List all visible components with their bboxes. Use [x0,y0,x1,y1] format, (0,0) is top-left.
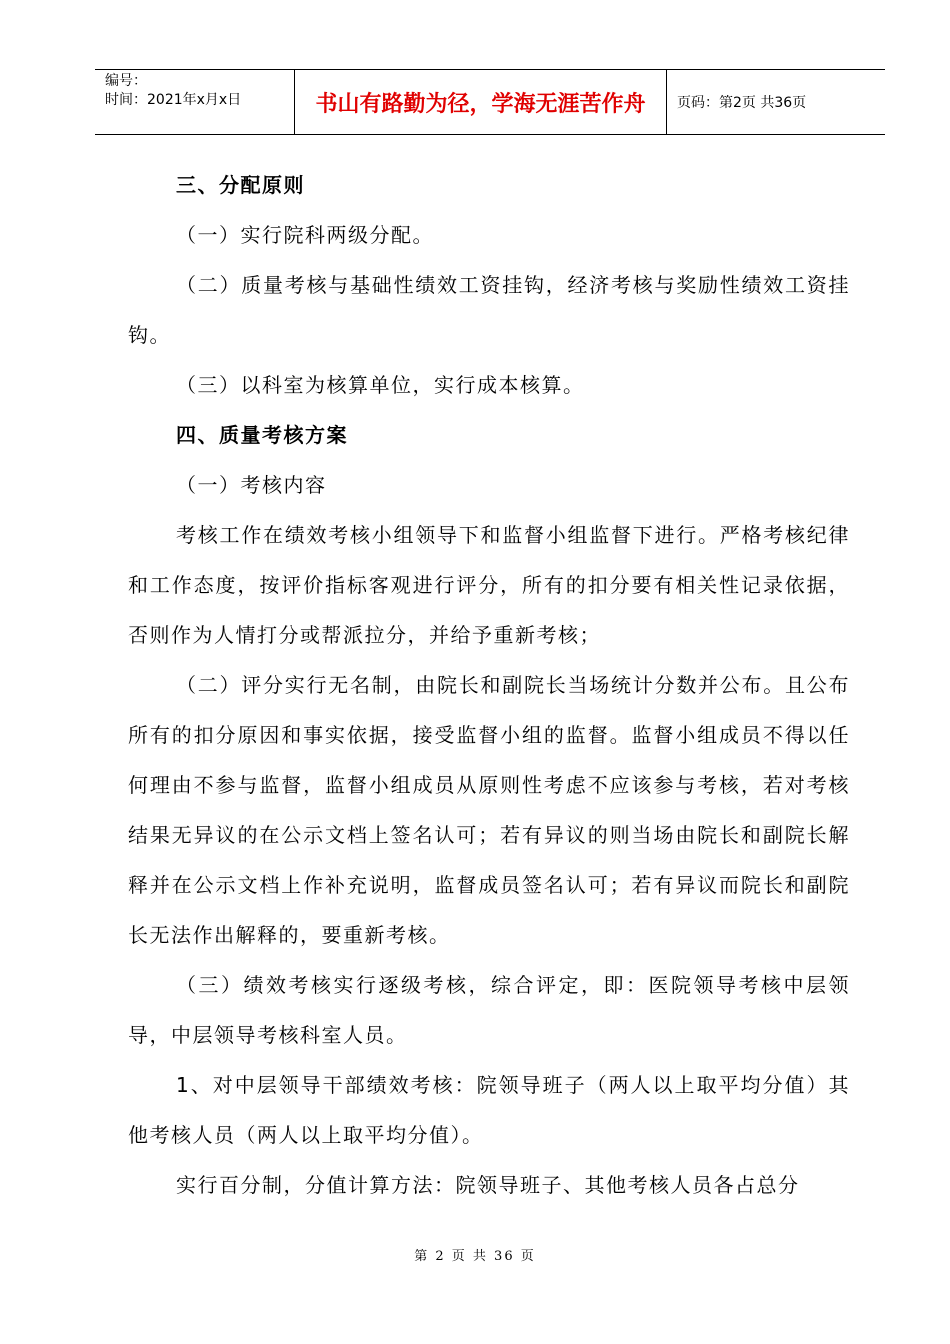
header-meta-cell [95,70,295,134]
page-footer: 第 2 页 共 36 页 [414,1249,536,1264]
document-body [128,160,850,1210]
paragraph: 1、对中层领导干部绩效考核：院领导班子（两人以上取平均分值）其他考核人员（两人以上取平均分值）。 [128,1073,850,1147]
header-page-code: 页码：第2页 共36页 [677,95,807,111]
header-motto: 书山有路勤为径，学海无涯苦作舟 [295,70,667,134]
document-number-label: 编号： [105,73,147,89]
paragraph: （三）绩效考核实行逐级考核，综合评定，即：医院领导考核中层领导，中层领导考核科室人员。 [128,973,850,1047]
paragraph: 实行百分制，分值计算方法：院领导班子、其他考核人员各占总分 [176,1173,800,1197]
section-heading-quality-assessment: 四、质量考核方案 [176,423,348,447]
paragraph: （一）考核内容 [176,473,327,497]
paragraph: 考核工作在绩效考核小组领导下和监督小组监督下进行。严格考核纪律和工作态度，按评价指标客观进行评分，所有的扣分要有相关性记录依据，否则作为人情打分或帮派拉分，并给予重新考核； [128,523,850,647]
paragraph: （一）实行院科两级分配。 [176,223,434,247]
section-heading-distribution: 三、分配原则 [176,173,305,197]
paragraph: （二）质量考核与基础性绩效工资挂钩，经济考核与奖励性绩效工资挂钩。 [128,273,850,347]
document-time-label: 时间：2021年x月x日 [105,92,242,108]
page-header [95,69,885,135]
paragraph: （三）以科室为核算单位，实行成本核算。 [176,373,585,397]
paragraph: （二）评分实行无名制，由院长和副院长当场统计分数并公布。且公布所有的扣分原因和事实依据，接受监督小组的监督。监督小组成员不得以任何理由不参与监督，监督小组成员从原则性考虑不应该参与考核，若对考核结果无异议的在公示文档上签名认可；若有异议的则当场由院长和副院长解释并在公示文档上作补充说明，监督成员签名认可；若有异议而院长和副院长无法作出解释的，要重新考核。 [128,673,850,947]
